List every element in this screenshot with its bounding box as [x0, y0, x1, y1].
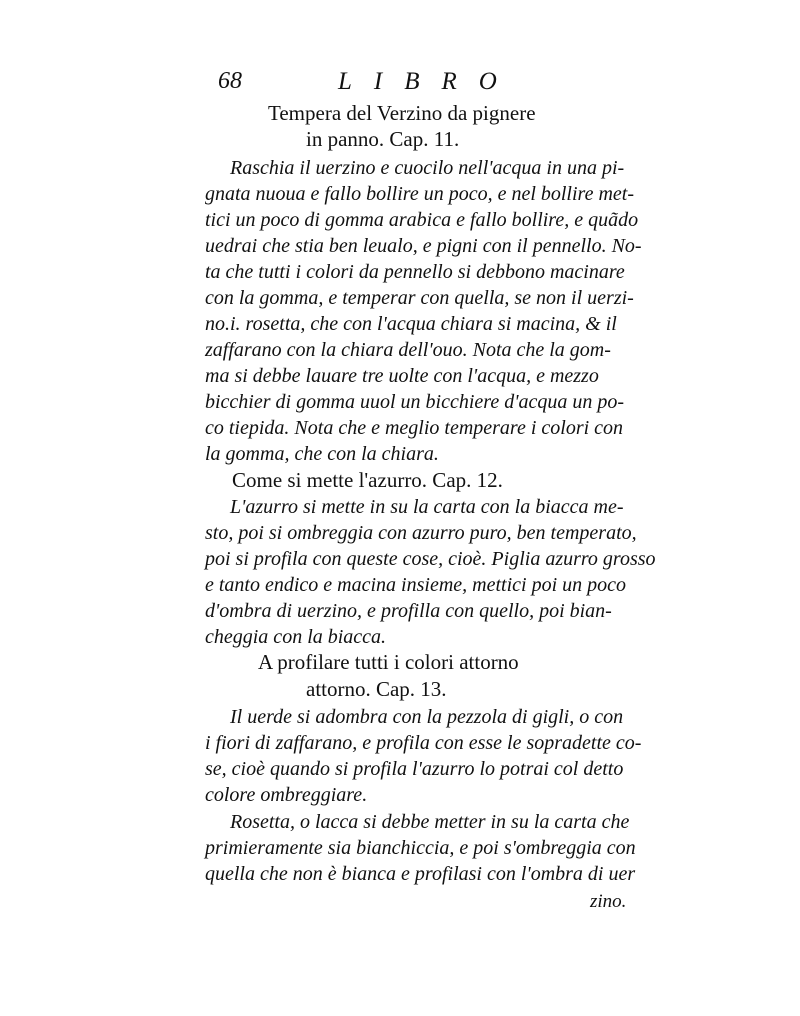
chapter-title-line: A profilare tutti i colori attorno [258, 650, 519, 674]
body-text-line: Raschia il uerzino e cuocilo nell'acqua in una pi- [230, 157, 625, 179]
body-text-line: no.i. rosetta, che con l'acqua chiara si macina, & il [205, 313, 617, 335]
body-text-line: uedrai che stia ben leualo, e pigni con il pennello. No- [205, 235, 642, 257]
body-text-line: poi si profila con queste cose, cioè. Piglia azurro grosso [205, 548, 656, 570]
body-text-line: se, cioè quando si profila l'azurro lo potrai col detto [205, 758, 624, 780]
body-text-line: gnata nuoua e fallo bollire un poco, e nel bollire met- [205, 183, 635, 205]
body-text-line: cheggia con la biacca. [205, 626, 387, 648]
chapter-title-line: Tempera del Verzino da pignere [268, 101, 536, 125]
running-head: LIBRO [338, 68, 519, 95]
body-text-line: la gomma, che con la chiara. [205, 443, 439, 465]
body-text-line: Rosetta, o lacca si debbe metter in su la carta che [230, 811, 630, 833]
catchword: zino. [590, 891, 627, 912]
body-text-line: tici un poco di gomma arabica e fallo bollire, e quãdo [205, 209, 639, 231]
chapter-title-line: Come si mette l'azurro. Cap. 12. [232, 468, 503, 492]
body-text-line: primieramente sia bianchiccia, e poi s'ombreggia con [205, 837, 636, 859]
body-text-line: e tanto endico e macina insieme, mettici poi un poco [205, 574, 627, 596]
body-text-line: sto, poi si ombreggia con azurro puro, ben temperato, [205, 522, 637, 544]
body-text-line: ta che tutti i colori da pennello si debbono macinare [205, 261, 625, 283]
body-text-line: co tiepida. Nota che e meglio temperare i colori con [205, 417, 624, 439]
body-text-line: ma si debbe lauare tre uolte con l'acqua, e mezzo [205, 365, 599, 387]
body-text-line: Il uerde si adombra con la pezzola di gigli, o con [230, 706, 624, 728]
body-text-line: bicchier di gomma uuol un bicchiere d'acqua un po- [205, 391, 625, 413]
body-text-line: L'azurro si mette in su la carta con la biacca me- [230, 496, 624, 518]
chapter-title-line: attorno. Cap. 13. [306, 677, 447, 701]
body-text-line: i fiori di zaffarano, e profila con esse le sopradette co- [205, 732, 642, 754]
body-text-line: d'ombra di uerzino, e profilla con quello, poi bian- [205, 600, 612, 622]
chapter-title-line: in panno. Cap. 11. [306, 127, 460, 151]
body-text-line: colore ombreggiare. [205, 784, 368, 806]
body-text-line: zaffarano con la chiara dell'ouo. Nota che la gom- [205, 339, 611, 361]
page-header [218, 68, 638, 102]
body-text-line: quella che non è bianca e profilasi con l'ombra di uer [205, 863, 636, 885]
page-number: 68 [218, 68, 242, 94]
body-text-line: con la gomma, e temperar con quella, se non il uerzi- [205, 287, 634, 309]
